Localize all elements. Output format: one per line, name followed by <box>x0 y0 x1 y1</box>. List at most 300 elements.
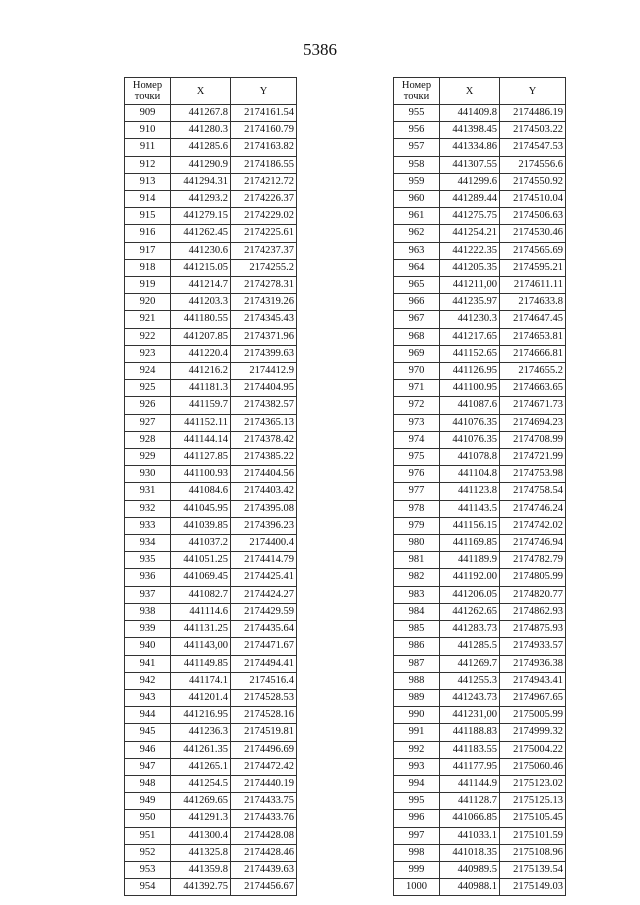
table-row <box>125 431 297 448</box>
x-coordinate-cell: 441269.7 <box>440 655 500 672</box>
x-coordinate-cell: 441280.3 <box>171 122 231 139</box>
y-coordinate-cell: 2174758.54 <box>500 483 566 500</box>
point-number-cell: 934 <box>125 535 171 552</box>
point-number-cell: 953 <box>125 861 171 878</box>
point-number-cell: 960 <box>394 191 440 208</box>
coordinates-table-right <box>393 77 566 896</box>
point-number-cell: 983 <box>394 586 440 603</box>
x-coordinate-cell: 441082.7 <box>171 586 231 603</box>
x-coordinate-cell: 441243.73 <box>440 689 500 706</box>
point-number-cell: 936 <box>125 569 171 586</box>
y-coordinate-cell: 2174212.72 <box>231 173 297 190</box>
x-coordinate-cell: 441215.05 <box>171 259 231 276</box>
table-row <box>394 156 566 173</box>
table-row <box>125 105 297 122</box>
x-coordinate-cell: 441114.6 <box>171 603 231 620</box>
y-coordinate-cell: 2174278.31 <box>231 277 297 294</box>
y-coordinate-cell: 2175108.96 <box>500 844 566 861</box>
table-row <box>125 380 297 397</box>
y-coordinate-cell: 2174494.41 <box>231 655 297 672</box>
point-number-cell: 981 <box>394 552 440 569</box>
point-number-cell: 999 <box>394 861 440 878</box>
y-coordinate-cell: 2174943.41 <box>500 672 566 689</box>
point-number-cell: 931 <box>125 483 171 500</box>
point-number-cell: 998 <box>394 844 440 861</box>
point-number-cell: 989 <box>394 689 440 706</box>
y-coordinate-cell: 2174237.37 <box>231 242 297 259</box>
y-coordinate-cell: 2175101.59 <box>500 827 566 844</box>
header-point-number <box>125 78 171 105</box>
point-number-cell: 929 <box>125 449 171 466</box>
point-number-cell: 987 <box>394 655 440 672</box>
y-coordinate-cell: 2174404.95 <box>231 380 297 397</box>
point-number-cell: 991 <box>394 724 440 741</box>
y-coordinate-cell: 2175004.22 <box>500 741 566 758</box>
table-row <box>125 569 297 586</box>
point-number-cell: 939 <box>125 621 171 638</box>
point-number-cell: 956 <box>394 122 440 139</box>
point-number-cell: 947 <box>125 758 171 775</box>
y-coordinate-cell: 2174510.04 <box>500 191 566 208</box>
y-coordinate-cell: 2174433.75 <box>231 793 297 810</box>
table-row <box>125 449 297 466</box>
header-point-number <box>394 78 440 105</box>
point-number-cell: 925 <box>125 380 171 397</box>
y-coordinate-cell: 2174516.4 <box>231 672 297 689</box>
y-coordinate-cell: 2174967.65 <box>500 689 566 706</box>
point-number-cell: 958 <box>394 156 440 173</box>
y-coordinate-cell: 2174503.22 <box>500 122 566 139</box>
x-coordinate-cell: 441334.86 <box>440 139 500 156</box>
table-row <box>394 173 566 190</box>
y-coordinate-cell: 2174528.16 <box>231 707 297 724</box>
y-coordinate-cell: 2174429.59 <box>231 603 297 620</box>
point-number-cell: 978 <box>394 500 440 517</box>
y-coordinate-cell: 2174655.2 <box>500 363 566 380</box>
x-coordinate-cell: 441087.6 <box>440 397 500 414</box>
table-row <box>125 724 297 741</box>
table-row <box>394 483 566 500</box>
x-coordinate-cell: 441127.85 <box>171 449 231 466</box>
x-coordinate-cell: 441192.00 <box>440 569 500 586</box>
table-row <box>125 466 297 483</box>
x-coordinate-cell: 441149.85 <box>171 655 231 672</box>
table-row <box>394 707 566 724</box>
point-number-cell: 980 <box>394 535 440 552</box>
x-coordinate-cell: 441181.3 <box>171 380 231 397</box>
table-row <box>394 431 566 448</box>
table-row <box>125 191 297 208</box>
x-coordinate-cell: 441066.85 <box>440 810 500 827</box>
y-coordinate-cell: 2174550.92 <box>500 173 566 190</box>
x-coordinate-cell: 441307.55 <box>440 156 500 173</box>
table-row <box>125 173 297 190</box>
y-coordinate-cell: 2174365.13 <box>231 414 297 431</box>
point-number-cell: 942 <box>125 672 171 689</box>
y-coordinate-cell: 2174671.73 <box>500 397 566 414</box>
header-number-line2: точки <box>134 91 161 102</box>
x-coordinate-cell: 441409.8 <box>440 105 500 122</box>
x-coordinate-cell: 441045.95 <box>171 500 231 517</box>
point-number-cell: 940 <box>125 638 171 655</box>
y-coordinate-cell: 2174400.4 <box>231 535 297 552</box>
table-row <box>125 879 297 896</box>
x-coordinate-cell: 441285.6 <box>171 139 231 156</box>
point-number-cell: 924 <box>125 363 171 380</box>
x-coordinate-cell: 441169.85 <box>440 535 500 552</box>
y-coordinate-cell: 2174396.23 <box>231 517 297 534</box>
header-number-line2: точки <box>403 91 430 102</box>
x-coordinate-cell: 440988.1 <box>440 879 500 896</box>
table-row <box>394 655 566 672</box>
y-coordinate-cell: 2174414.79 <box>231 552 297 569</box>
y-coordinate-cell: 2174345.43 <box>231 311 297 328</box>
table-row <box>394 827 566 844</box>
y-coordinate-cell: 2174820.77 <box>500 586 566 603</box>
y-coordinate-cell: 2174395.08 <box>231 500 297 517</box>
x-coordinate-cell: 441294.31 <box>171 173 231 190</box>
y-coordinate-cell: 2174471.67 <box>231 638 297 655</box>
x-coordinate-cell: 441300.4 <box>171 827 231 844</box>
point-number-cell: 975 <box>394 449 440 466</box>
point-number-cell: 927 <box>125 414 171 431</box>
point-number-cell: 979 <box>394 517 440 534</box>
x-coordinate-cell: 440989.5 <box>440 861 500 878</box>
point-number-cell: 977 <box>394 483 440 500</box>
point-number-cell: 970 <box>394 363 440 380</box>
x-coordinate-cell: 441100.93 <box>171 466 231 483</box>
x-coordinate-cell: 441033.1 <box>440 827 500 844</box>
header-x: X <box>440 78 500 105</box>
table-row <box>394 569 566 586</box>
table-row <box>394 741 566 758</box>
x-coordinate-cell: 441261.35 <box>171 741 231 758</box>
x-coordinate-cell: 441201.4 <box>171 689 231 706</box>
table-row <box>394 793 566 810</box>
x-coordinate-cell: 441291.3 <box>171 810 231 827</box>
point-number-cell: 959 <box>394 173 440 190</box>
point-number-cell: 915 <box>125 208 171 225</box>
x-coordinate-cell: 441205.35 <box>440 259 500 276</box>
y-coordinate-cell: 2174229.02 <box>231 208 297 225</box>
point-number-cell: 951 <box>125 827 171 844</box>
page-number: 5386 <box>303 40 337 59</box>
y-coordinate-cell: 2174753.98 <box>500 466 566 483</box>
x-coordinate-cell: 441216.2 <box>171 363 231 380</box>
x-coordinate-cell: 441289.44 <box>440 191 500 208</box>
table-row <box>394 879 566 896</box>
table-row <box>125 500 297 517</box>
y-coordinate-cell: 2174875.93 <box>500 621 566 638</box>
y-coordinate-cell: 2174611.11 <box>500 277 566 294</box>
y-coordinate-cell: 2174428.08 <box>231 827 297 844</box>
table-row <box>394 552 566 569</box>
x-coordinate-cell: 441206.05 <box>440 586 500 603</box>
y-coordinate-cell: 2174647.45 <box>500 311 566 328</box>
y-coordinate-cell: 2175123.02 <box>500 775 566 792</box>
point-number-cell: 994 <box>394 775 440 792</box>
table-row <box>394 500 566 517</box>
x-coordinate-cell: 441159.7 <box>171 397 231 414</box>
table-row <box>125 758 297 775</box>
header-number-line1: Номер <box>401 80 432 91</box>
x-coordinate-cell: 441144.9 <box>440 775 500 792</box>
table-row <box>394 638 566 655</box>
table-row <box>394 242 566 259</box>
y-coordinate-cell: 2174595.21 <box>500 259 566 276</box>
table-row <box>125 225 297 242</box>
table-row <box>125 277 297 294</box>
x-coordinate-cell: 441131.25 <box>171 621 231 638</box>
table-row <box>394 586 566 603</box>
table-row <box>125 414 297 431</box>
table-row <box>125 861 297 878</box>
table-row <box>125 517 297 534</box>
point-number-cell: 913 <box>125 173 171 190</box>
table-row <box>394 414 566 431</box>
y-coordinate-cell: 2174721.99 <box>500 449 566 466</box>
table-row <box>394 844 566 861</box>
x-coordinate-cell: 441100.95 <box>440 380 500 397</box>
point-number-cell: 932 <box>125 500 171 517</box>
table-row <box>125 311 297 328</box>
point-number-cell: 1000 <box>394 879 440 896</box>
point-number-cell: 961 <box>394 208 440 225</box>
point-number-cell: 992 <box>394 741 440 758</box>
y-coordinate-cell: 2174385.22 <box>231 449 297 466</box>
point-number-cell: 952 <box>125 844 171 861</box>
x-coordinate-cell: 441220.4 <box>171 345 231 362</box>
table-row <box>394 294 566 311</box>
table-row <box>125 638 297 655</box>
y-coordinate-cell: 2174382.57 <box>231 397 297 414</box>
y-coordinate-cell: 2174556.6 <box>500 156 566 173</box>
x-coordinate-cell: 441143.5 <box>440 500 500 517</box>
x-coordinate-cell: 441183.55 <box>440 741 500 758</box>
y-coordinate-cell: 2174547.53 <box>500 139 566 156</box>
header-number-line1: Номер <box>132 80 163 91</box>
table-row <box>394 105 566 122</box>
table-header-row <box>394 78 566 105</box>
y-coordinate-cell: 2174371.96 <box>231 328 297 345</box>
y-coordinate-cell: 2174225.61 <box>231 225 297 242</box>
point-number-cell: 996 <box>394 810 440 827</box>
table-row <box>394 603 566 620</box>
x-coordinate-cell: 441104.8 <box>440 466 500 483</box>
point-number-cell: 949 <box>125 793 171 810</box>
point-number-cell: 962 <box>394 225 440 242</box>
table-row <box>125 827 297 844</box>
table-row <box>125 672 297 689</box>
x-coordinate-cell: 441216.95 <box>171 707 231 724</box>
table-row <box>125 139 297 156</box>
x-coordinate-cell: 441039.85 <box>171 517 231 534</box>
point-number-cell: 974 <box>394 431 440 448</box>
point-number-cell: 973 <box>394 414 440 431</box>
x-coordinate-cell: 441180.55 <box>171 311 231 328</box>
y-coordinate-cell: 2174633.8 <box>500 294 566 311</box>
point-number-cell: 944 <box>125 707 171 724</box>
table-row <box>125 345 297 362</box>
x-coordinate-cell: 441211,00 <box>440 277 500 294</box>
point-number-cell: 966 <box>394 294 440 311</box>
y-coordinate-cell: 2175149.03 <box>500 879 566 896</box>
table-row <box>125 707 297 724</box>
x-coordinate-cell: 441230.3 <box>440 311 500 328</box>
table-row <box>125 483 297 500</box>
x-coordinate-cell: 441275.75 <box>440 208 500 225</box>
table-row <box>394 328 566 345</box>
table-row <box>394 810 566 827</box>
table-row <box>125 621 297 638</box>
x-coordinate-cell: 441177.95 <box>440 758 500 775</box>
x-coordinate-cell: 441262.45 <box>171 225 231 242</box>
point-number-cell: 945 <box>125 724 171 741</box>
y-coordinate-cell: 2174708.99 <box>500 431 566 448</box>
x-coordinate-cell: 441143,00 <box>171 638 231 655</box>
x-coordinate-cell: 441285.5 <box>440 638 500 655</box>
y-coordinate-cell: 2174226.37 <box>231 191 297 208</box>
y-coordinate-cell: 2174160.79 <box>231 122 297 139</box>
table-row <box>125 208 297 225</box>
table-row <box>394 724 566 741</box>
x-coordinate-cell: 441235.97 <box>440 294 500 311</box>
y-coordinate-cell: 2174319.26 <box>231 294 297 311</box>
table-row <box>394 380 566 397</box>
x-coordinate-cell: 441207.85 <box>171 328 231 345</box>
y-coordinate-cell: 2174403.42 <box>231 483 297 500</box>
header-x: X <box>171 78 231 105</box>
point-number-cell: 919 <box>125 277 171 294</box>
y-coordinate-cell: 2174694.23 <box>500 414 566 431</box>
point-number-cell: 995 <box>394 793 440 810</box>
point-number-cell: 976 <box>394 466 440 483</box>
y-coordinate-cell: 2174496.69 <box>231 741 297 758</box>
x-coordinate-cell: 441018.35 <box>440 844 500 861</box>
x-coordinate-cell: 441283.73 <box>440 621 500 638</box>
y-coordinate-cell: 2174653.81 <box>500 328 566 345</box>
y-coordinate-cell: 2175139.54 <box>500 861 566 878</box>
point-number-cell: 948 <box>125 775 171 792</box>
y-coordinate-cell: 2174805.99 <box>500 569 566 586</box>
table-row <box>125 741 297 758</box>
table-row <box>394 139 566 156</box>
table-row <box>125 156 297 173</box>
table-row <box>394 277 566 294</box>
y-coordinate-cell: 2174456.67 <box>231 879 297 896</box>
header-y: Y <box>500 78 566 105</box>
y-coordinate-cell: 2174486.19 <box>500 105 566 122</box>
x-coordinate-cell: 441217.65 <box>440 328 500 345</box>
y-coordinate-cell: 2174440.19 <box>231 775 297 792</box>
point-number-cell: 937 <box>125 586 171 603</box>
point-number-cell: 916 <box>125 225 171 242</box>
y-coordinate-cell: 2174862.93 <box>500 603 566 620</box>
x-coordinate-cell: 441290.9 <box>171 156 231 173</box>
x-coordinate-cell: 441262.65 <box>440 603 500 620</box>
table-row <box>394 621 566 638</box>
point-number-cell: 909 <box>125 105 171 122</box>
y-coordinate-cell: 2174161.54 <box>231 105 297 122</box>
x-coordinate-cell: 441126.95 <box>440 363 500 380</box>
table-row <box>125 810 297 827</box>
x-coordinate-cell: 441128.7 <box>440 793 500 810</box>
y-coordinate-cell: 2175005.99 <box>500 707 566 724</box>
y-coordinate-cell: 2174999.32 <box>500 724 566 741</box>
point-number-cell: 990 <box>394 707 440 724</box>
x-coordinate-cell: 441069.45 <box>171 569 231 586</box>
y-coordinate-cell: 2174528.53 <box>231 689 297 706</box>
point-number-cell: 997 <box>394 827 440 844</box>
point-number-cell: 964 <box>394 259 440 276</box>
table-row <box>394 466 566 483</box>
table-row <box>394 861 566 878</box>
x-coordinate-cell: 441254.21 <box>440 225 500 242</box>
point-number-cell: 923 <box>125 345 171 362</box>
y-coordinate-cell: 2175060.46 <box>500 758 566 775</box>
table-row <box>394 311 566 328</box>
y-coordinate-cell: 2174746.94 <box>500 535 566 552</box>
coordinates-table-left <box>124 77 297 896</box>
table-row <box>394 345 566 362</box>
x-coordinate-cell: 441078.8 <box>440 449 500 466</box>
table-row <box>125 363 297 380</box>
point-number-cell: 950 <box>125 810 171 827</box>
table-row <box>125 603 297 620</box>
y-coordinate-cell: 2174404.56 <box>231 466 297 483</box>
y-coordinate-cell: 2174663.65 <box>500 380 566 397</box>
point-number-cell: 914 <box>125 191 171 208</box>
point-number-cell: 933 <box>125 517 171 534</box>
table-row <box>394 259 566 276</box>
x-coordinate-cell: 441254.5 <box>171 775 231 792</box>
y-coordinate-cell: 2174472.42 <box>231 758 297 775</box>
y-coordinate-cell: 2174742.02 <box>500 517 566 534</box>
x-coordinate-cell: 441236.3 <box>171 724 231 741</box>
x-coordinate-cell: 441156.15 <box>440 517 500 534</box>
y-coordinate-cell: 2174186.55 <box>231 156 297 173</box>
point-number-cell: 928 <box>125 431 171 448</box>
x-coordinate-cell: 441325.8 <box>171 844 231 861</box>
y-coordinate-cell: 2174746.24 <box>500 500 566 517</box>
table-row <box>394 449 566 466</box>
y-coordinate-cell: 2174933.57 <box>500 638 566 655</box>
point-number-cell: 911 <box>125 139 171 156</box>
x-coordinate-cell: 441144.14 <box>171 431 231 448</box>
table-row <box>125 259 297 276</box>
point-number-cell: 982 <box>394 569 440 586</box>
point-number-cell: 930 <box>125 466 171 483</box>
table-row <box>394 689 566 706</box>
point-number-cell: 957 <box>394 139 440 156</box>
point-number-cell: 946 <box>125 741 171 758</box>
x-coordinate-cell: 441152.11 <box>171 414 231 431</box>
x-coordinate-cell: 441398.45 <box>440 122 500 139</box>
x-coordinate-cell: 441214.7 <box>171 277 231 294</box>
x-coordinate-cell: 441265.1 <box>171 758 231 775</box>
point-number-cell: 941 <box>125 655 171 672</box>
x-coordinate-cell: 441174.1 <box>171 672 231 689</box>
y-coordinate-cell: 2174506.63 <box>500 208 566 225</box>
table-row <box>125 586 297 603</box>
y-coordinate-cell: 2174163.82 <box>231 139 297 156</box>
point-number-cell: 917 <box>125 242 171 259</box>
x-coordinate-cell: 441203.3 <box>171 294 231 311</box>
x-coordinate-cell: 441230.6 <box>171 242 231 259</box>
x-coordinate-cell: 441076.35 <box>440 431 500 448</box>
x-coordinate-cell: 441189.9 <box>440 552 500 569</box>
y-coordinate-cell: 2175105.45 <box>500 810 566 827</box>
